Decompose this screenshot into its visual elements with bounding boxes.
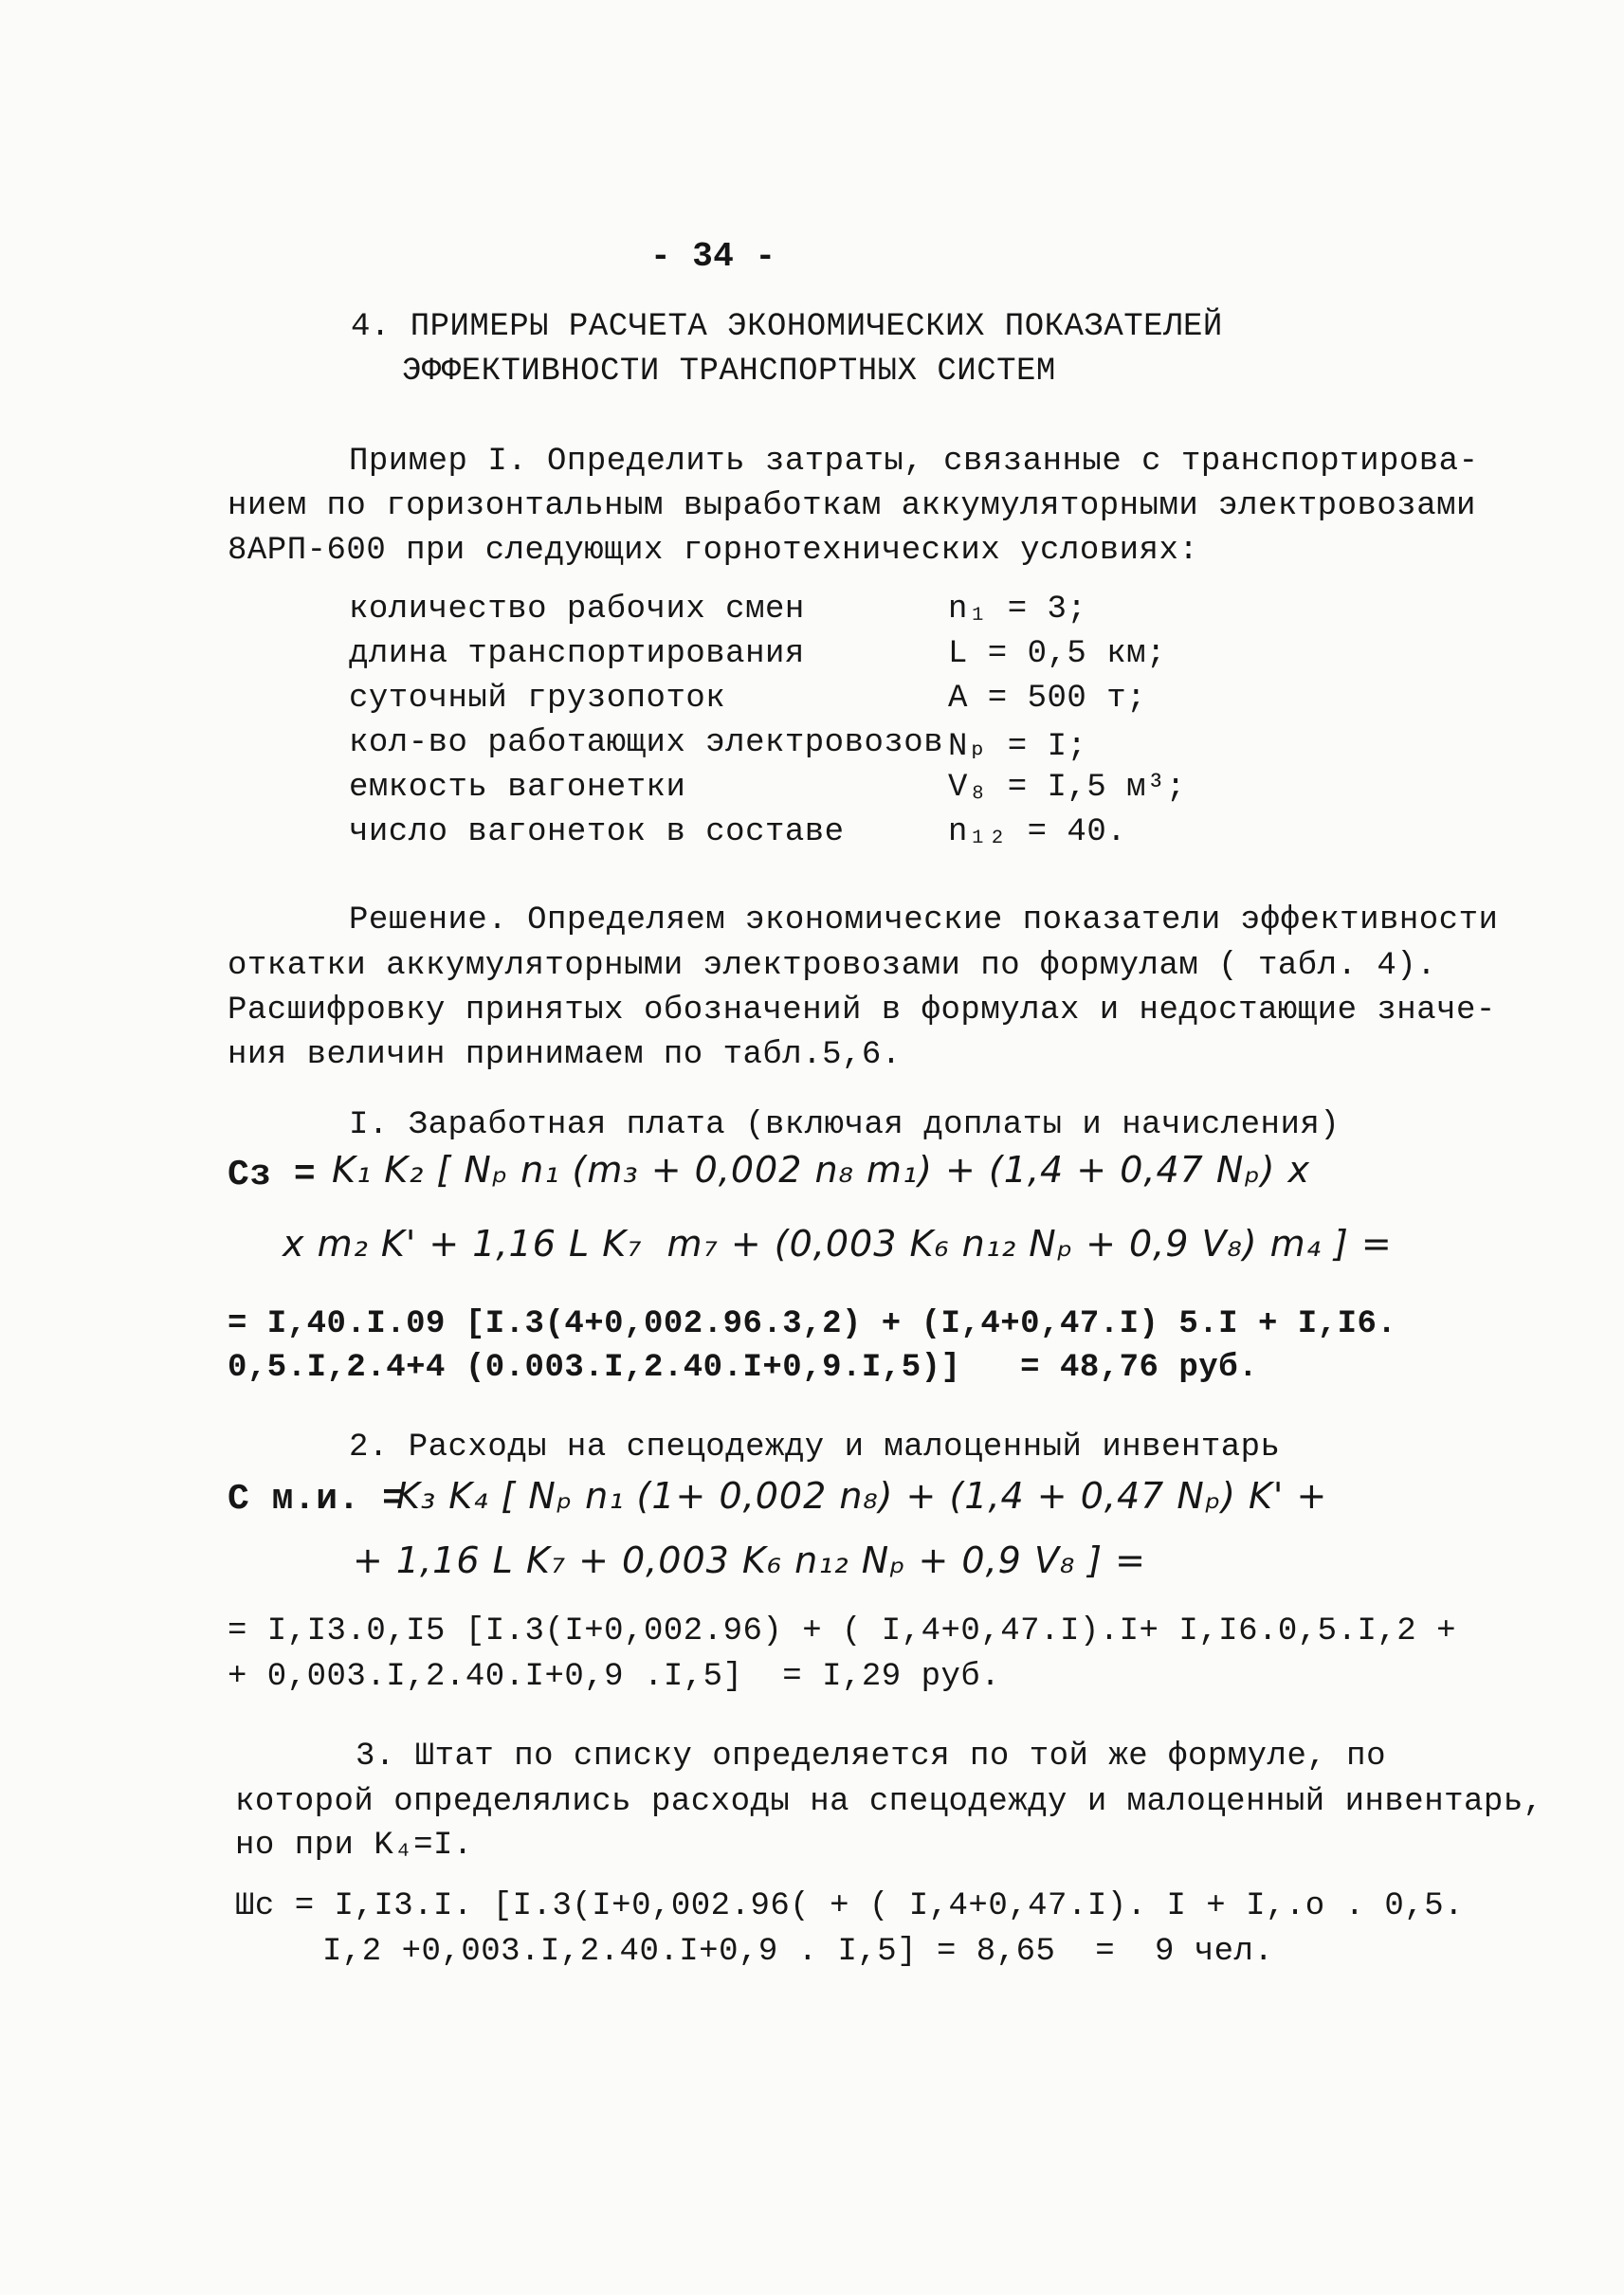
condition-label: число вагонеток в составе (349, 814, 845, 850)
section-3-line-1: 3. Штат по списку определяется по той же формуле, по (356, 1739, 1386, 1775)
solution-line-1: Решение. Определяем экономические показатели эффективности (349, 902, 1499, 938)
condition-value: Nₚ = I; (948, 729, 1087, 765)
section-1-formula-line-1: K₁ K₂ [ Nₚ n₁ (m₃ + 0,002 n₈ m₁) + (1,4 + 0,47 Nₚ) x (332, 1149, 1310, 1191)
section-2-formula-line-1: K₃ K₄ [ Nₚ n₁ (1+ 0,002 n₈) + (1,4 + 0,47 Nₚ) K' + (396, 1475, 1328, 1517)
example-line-1: Пример I. Определить затраты, связанные с транспортирова- (349, 444, 1479, 480)
solution-line-2: откатки аккумуляторными электровозами по формулам ( табл. 4). (228, 948, 1437, 984)
solution-line-4: ния величин принимаем по табл.5,6. (228, 1037, 902, 1073)
condition-label: суточный грузопоток (349, 681, 726, 717)
section-2-lhs: C м.и. = (228, 1479, 405, 1520)
condition-value: L = 0,5 км; (948, 636, 1166, 672)
section-3-calc-line-2: I,2 +0,003.I,2.40.I+0,9 . I,5] = 8,65 = 9 чел. (322, 1934, 1274, 1970)
solution-line-3: Расшифровку принятых обозначений в формулах и недостающие значе- (228, 993, 1496, 1029)
condition-label: кол-во работающих электровозов (349, 725, 944, 761)
section-heading-line-2: ЭФФЕКТИВНОСТИ ТРАНСПОРТНЫХ СИСТЕМ (402, 354, 1056, 390)
example-line-2: нием по горизонтальным выработкам аккумуляторными электровозами (228, 488, 1476, 524)
example-line-3: 8АРП-600 при следующих горнотехнических условиях: (228, 533, 1199, 569)
condition-value: A = 500 т; (948, 681, 1147, 717)
section-2-calc-line-1: = I,I3.0,I5 [I.3(I+0,002.96) + ( I,4+0,47.I).I+ I,I6.0,5.I,2 + (228, 1613, 1457, 1649)
section-1-calc-line-1: = I,40.I.09 [I.3(4+0,002.96.3,2) + (I,4+0,47.I) 5.I + I,I6. (228, 1306, 1397, 1342)
section-2-calc-line-2: + 0,003.I,2.40.I+0,9 .I,5] = I,29 руб. (228, 1659, 1001, 1695)
page-number: - 34 - (650, 237, 776, 276)
section-3-line-2: которой определялись расходы на спецодежду и малоценный инвентарь, (235, 1784, 1543, 1820)
condition-label: количество рабочих смен (349, 592, 805, 628)
section-2-title: 2. Расходы на спецодежду и малоценный инвентарь (349, 1430, 1281, 1466)
condition-value: V₈ = I,5 м³; (948, 770, 1186, 806)
section-heading-line-1: 4. ПРИМЕРЫ РАСЧЕТА ЭКОНОМИЧЕСКИХ ПОКАЗАТЕЛЕЙ (351, 309, 1223, 345)
section-1-formula-line-2: x m₂ K' + 1,16 L K₇ m₇ + (0,003 K₆ n₁₂ Nₚ + 0,9 V₈) m₄ ] = (283, 1223, 1393, 1265)
condition-value: n₁₂ = 40. (948, 814, 1127, 850)
section-3-line-3: но при K₄=I. (235, 1828, 473, 1864)
condition-label: длина транспортирования (349, 636, 805, 672)
section-1-lhs: Cз = (228, 1155, 317, 1195)
section-1-title: I. Заработная плата (включая доплаты и начисления) (349, 1107, 1341, 1143)
section-3-calc-line-1: Шс = I,I3.I. [I.3(I+0,002.96( + ( I,4+0,47.I). I + I,.o . 0,5. (235, 1888, 1465, 1924)
condition-value: n₁ = 3; (948, 592, 1087, 628)
section-2-formula-line-2: + 1,16 L K₇ + 0,003 K₆ n₁₂ Nₚ + 0,9 V₈ ] = (353, 1539, 1146, 1581)
condition-label: емкость вагонетки (349, 770, 686, 806)
section-1-calc-line-2: 0,5.I,2.4+4 (0.003.I,2.40.I+0,9.I,5)] = 48,76 руб. (228, 1350, 1258, 1386)
